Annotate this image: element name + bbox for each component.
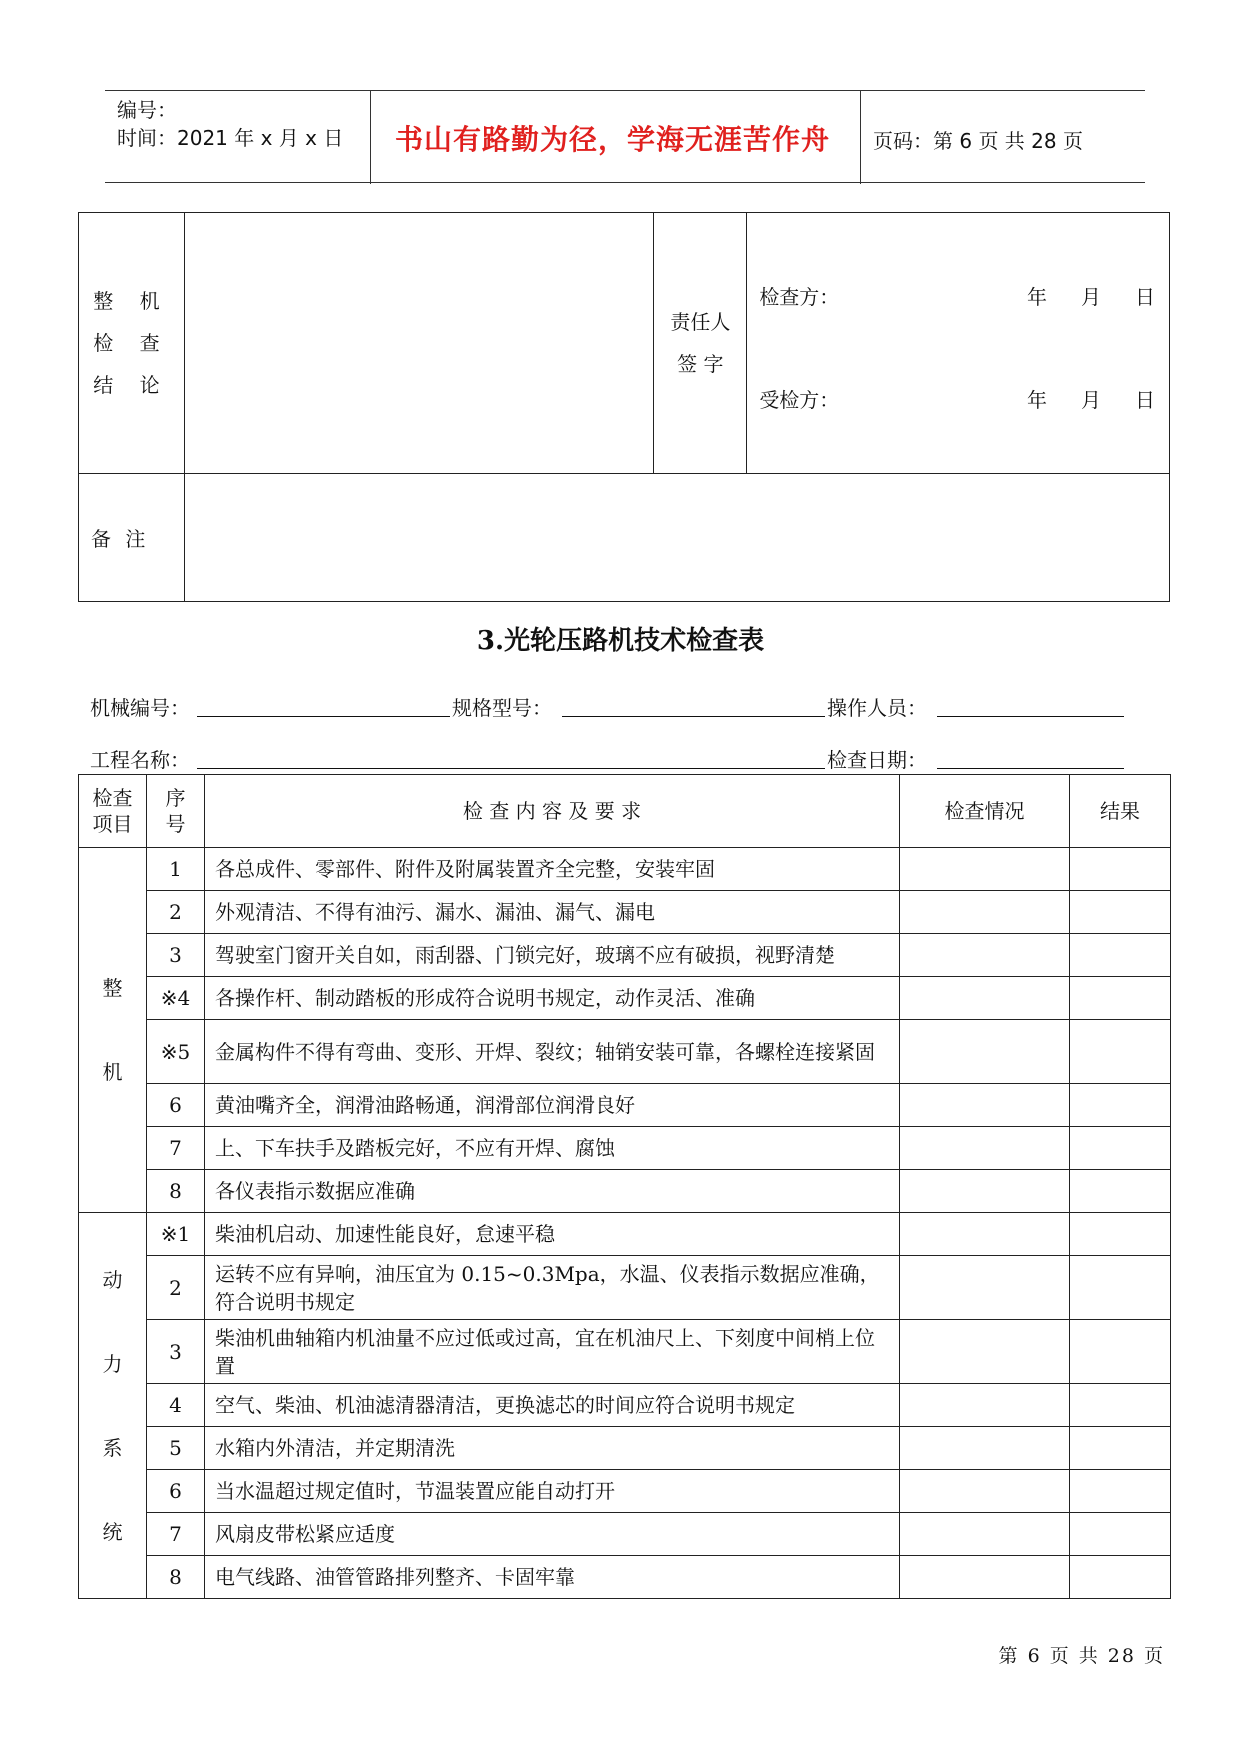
conclusion-table [78, 212, 1170, 602]
date-month-label: 月 [1081, 285, 1101, 309]
row-seq: 4 [147, 1384, 205, 1427]
spec-model-label: 规格型号： [452, 696, 552, 720]
header-divider-right [860, 90, 861, 184]
header-top-rule [105, 90, 1145, 91]
row-seq: 5 [147, 1427, 205, 1470]
table-row [79, 1427, 1171, 1470]
date-day-label: 日 [1135, 388, 1155, 412]
status-cell[interactable] [900, 1256, 1070, 1320]
machine-number-label: 机械编号： [90, 696, 190, 720]
row-requirement: 各总成件、零部件、附件及附属装置齐全完整，安装牢固 [205, 848, 900, 891]
result-cell[interactable] [1070, 977, 1171, 1020]
table-row [79, 1170, 1171, 1213]
header-check-item [79, 775, 147, 848]
row-requirement: 柴油机启动、加速性能良好，怠速平稳 [205, 1213, 900, 1256]
result-cell[interactable] [1070, 1084, 1171, 1127]
inspector-label: 检查方： [759, 285, 840, 309]
category-whole-machine [79, 848, 147, 1213]
status-cell[interactable] [900, 1384, 1070, 1427]
spec-model-field[interactable] [562, 716, 825, 717]
row-seq: 6 [147, 1084, 205, 1127]
header-status: 检查情况 [900, 775, 1070, 848]
status-cell[interactable] [900, 1556, 1070, 1599]
result-cell[interactable] [1070, 848, 1171, 891]
row-seq: 1 [147, 848, 205, 891]
inspector-date [993, 281, 1155, 310]
row-seq: 6 [147, 1470, 205, 1513]
category-char: 力 [102, 1351, 123, 1376]
header-bottom-rule [105, 182, 1145, 183]
category-char: 整 [102, 976, 123, 1000]
conclusion-field[interactable] [184, 213, 653, 474]
result-cell[interactable] [1070, 1513, 1171, 1556]
date-month-label: 月 [1081, 388, 1101, 412]
table-row [79, 1513, 1171, 1556]
status-cell[interactable] [900, 1170, 1070, 1213]
operator-label: 操作人员： [827, 696, 927, 720]
row-seq: ※1 [147, 1213, 205, 1256]
row-seq: 2 [147, 891, 205, 934]
date-year-label: 年 [1027, 285, 1047, 309]
responsible-label-line: 责任人 [670, 310, 731, 334]
table-row [79, 1556, 1171, 1599]
inspectee-date [993, 384, 1155, 413]
inspection-table [78, 774, 1171, 1599]
header-result: 结果 [1070, 775, 1171, 848]
table-row [79, 1470, 1171, 1513]
category-char: 动 [102, 1267, 123, 1292]
header-content: 检 查 内 容 及 要 求 [205, 775, 900, 848]
result-cell[interactable] [1070, 891, 1171, 934]
row-requirement: 驾驶室门窗开关自如，雨刮器、门锁完好，玻璃不应有破损，视野清楚 [205, 934, 900, 977]
result-cell[interactable] [1070, 1470, 1171, 1513]
row-seq: 3 [147, 934, 205, 977]
table-row [79, 1213, 1171, 1256]
row-requirement: 柴油机曲轴箱内机油量不应过低或过高，宜在机油尺上、下刻度中间梢上位置 [205, 1320, 900, 1384]
row-requirement: 外观清洁、不得有油污、漏水、漏油、漏气、漏电 [205, 891, 900, 934]
inspector-signature-line[interactable] [747, 281, 1169, 310]
table-row [79, 1127, 1171, 1170]
table-header-row [79, 775, 1171, 848]
result-cell[interactable] [1070, 1170, 1171, 1213]
row-requirement: 金属构件不得有弯曲、变形、开焊、裂纹；轴销安装可靠，各螺栓连接紧固 [205, 1020, 900, 1084]
result-cell[interactable] [1070, 1320, 1171, 1384]
project-name-field[interactable] [197, 768, 825, 769]
header-motto: 书山有路勤为径，学海无涯苦作舟 [395, 123, 831, 156]
category-char: 系 [102, 1435, 123, 1460]
table-row [79, 848, 1171, 891]
header-seq-line: 号 [165, 812, 186, 836]
category-char: 机 [102, 1060, 123, 1084]
row-requirement: 上、下车扶手及踏板完好，不应有开焊、腐蚀 [205, 1127, 900, 1170]
result-cell[interactable] [1070, 934, 1171, 977]
inspectee-label: 受检方： [759, 388, 840, 412]
conclusion-label-line: 结 论 [93, 373, 170, 397]
date-day-label: 日 [1135, 285, 1155, 309]
table-row [79, 934, 1171, 977]
table-row [79, 1020, 1171, 1084]
operator-field[interactable] [937, 716, 1124, 717]
status-cell[interactable] [900, 1020, 1070, 1084]
header-check-item-line: 检查 [92, 786, 133, 810]
row-requirement: 水箱内外清洁，并定期清洗 [205, 1427, 900, 1470]
status-cell[interactable] [900, 1127, 1070, 1170]
date-year-label: 年 [1027, 388, 1047, 412]
result-cell[interactable] [1070, 1256, 1171, 1320]
remarks-field[interactable] [184, 474, 1169, 602]
result-cell[interactable] [1070, 1556, 1171, 1599]
form-title: 3.光轮压路机技术检查表 [476, 626, 765, 656]
header-check-item-line: 项目 [92, 812, 133, 836]
table-row [79, 1320, 1171, 1384]
page-header [105, 90, 1145, 184]
status-cell[interactable] [900, 1213, 1070, 1256]
result-cell[interactable] [1070, 1384, 1171, 1427]
check-date-field[interactable] [937, 768, 1124, 769]
status-cell[interactable] [900, 1084, 1070, 1127]
conclusion-label [79, 213, 185, 474]
row-seq: 7 [147, 1127, 205, 1170]
document-time: 时间：2021 年 x 月 x 日 [117, 126, 344, 150]
row-seq: 7 [147, 1513, 205, 1556]
table-row [79, 977, 1171, 1020]
row-requirement: 运转不应有异响，油压宜为 0.15~0.3Mpa，水温、仪表指示数据应准确，符合说明书规定 [205, 1256, 900, 1320]
row-seq: ※4 [147, 977, 205, 1020]
row-seq: ※5 [147, 1020, 205, 1084]
page-footer: 第 6 页 共 28 页 [998, 1645, 1165, 1667]
remarks-row [79, 474, 1170, 602]
conclusion-row [79, 213, 1170, 474]
row-seq: 8 [147, 1556, 205, 1599]
result-cell[interactable] [1070, 1213, 1171, 1256]
status-cell[interactable] [900, 1513, 1070, 1556]
row-seq: 2 [147, 1256, 205, 1320]
header-seq [147, 775, 205, 848]
check-date-label: 检查日期： [827, 748, 927, 772]
responsible-label-line: 签 字 [677, 352, 724, 376]
project-name-label: 工程名称： [90, 748, 190, 772]
category-char: 统 [102, 1519, 123, 1544]
table-row [79, 1256, 1171, 1320]
document-number-label: 编号： [117, 98, 177, 122]
row-seq: 8 [147, 1170, 205, 1213]
status-cell[interactable] [900, 1320, 1070, 1384]
status-cell[interactable] [900, 1470, 1070, 1513]
row-requirement: 空气、柴油、机油滤清器清洁，更换滤芯的时间应符合说明书规定 [205, 1384, 900, 1427]
row-requirement: 当水温超过规定值时，节温装置应能自动打开 [205, 1470, 900, 1513]
table-row [79, 891, 1171, 934]
row-seq: 3 [147, 1320, 205, 1384]
table-row [79, 1384, 1171, 1427]
table-row [79, 1084, 1171, 1127]
result-cell[interactable] [1070, 1020, 1171, 1084]
status-cell[interactable] [900, 891, 1070, 934]
header-divider-left [370, 90, 371, 184]
status-cell[interactable] [900, 1427, 1070, 1470]
header-seq-line: 序 [165, 786, 186, 810]
conclusion-label-line: 检 查 [93, 331, 170, 355]
signature-cell [747, 213, 1170, 474]
responsible-signature-label [654, 213, 747, 474]
status-cell[interactable] [900, 977, 1070, 1020]
result-cell[interactable] [1070, 1127, 1171, 1170]
row-requirement: 各仪表指示数据应准确 [205, 1170, 900, 1213]
remarks-label: 备 注 [79, 474, 185, 602]
status-cell[interactable] [900, 848, 1070, 891]
row-requirement: 电气线路、油管管路排列整齐、卡固牢靠 [205, 1556, 900, 1599]
conclusion-label-line: 整 机 [93, 289, 170, 313]
row-requirement: 各操作杆、制动踏板的形成符合说明书规定，动作灵活、准确 [205, 977, 900, 1020]
header-page-number: 页码：第 6 页 共 28 页 [873, 129, 1083, 153]
inspectee-signature-line[interactable] [747, 384, 1169, 413]
machine-number-field[interactable] [197, 716, 450, 717]
row-requirement: 风扇皮带松紧应适度 [205, 1513, 900, 1556]
result-cell[interactable] [1070, 1427, 1171, 1470]
row-requirement: 黄油嘴齐全，润滑油路畅通，润滑部位润滑良好 [205, 1084, 900, 1127]
category-power-system [79, 1213, 147, 1599]
status-cell[interactable] [900, 934, 1070, 977]
